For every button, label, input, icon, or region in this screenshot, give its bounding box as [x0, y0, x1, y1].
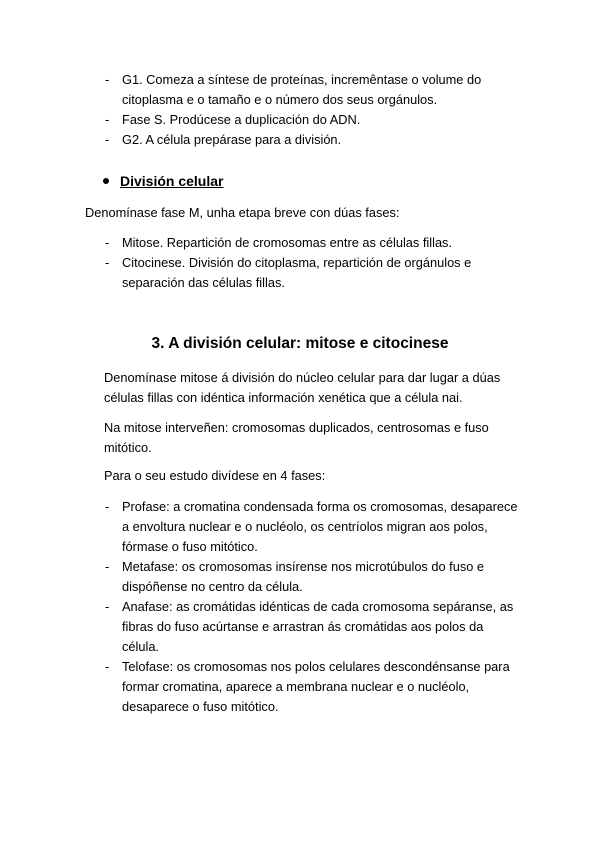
list-item	[105, 253, 492, 293]
list-item-text: G2. A célula prepárase para a división.	[122, 132, 342, 147]
list-item	[105, 130, 522, 150]
dash-bullet: -	[105, 255, 110, 270]
list-item	[105, 657, 522, 717]
bullet-dot-icon	[103, 178, 109, 184]
list-item-text: Profase: a cromatina condensada forma os cromosomas, desaparece a envoltura nuclear e o nucléolo, os centríolos migran aos polos, fórmase o fuso mitótico.	[122, 499, 518, 554]
dash-bullet: -	[105, 112, 110, 127]
division-list	[105, 233, 492, 293]
dash-bullet: -	[105, 72, 110, 87]
division-intro: Denomínase fase M, unha etapa breve con dúas fases:	[85, 205, 400, 220]
dash-bullet: -	[105, 499, 110, 514]
division-heading	[103, 171, 223, 191]
list-item	[105, 597, 522, 657]
list-item	[105, 110, 522, 130]
division-heading-text: División celular	[120, 173, 224, 189]
mitosis-components: Na mitose interveñen: cromosomas duplicados, centrosomas e fuso mitótico.	[104, 420, 489, 455]
list-item-text: Citocinese. División do citoplasma, repartición de orgánulos e separación das células fillas.	[122, 255, 472, 290]
mitosis-phases-list	[105, 497, 522, 717]
list-item-text: Anafase: as cromátidas idénticas de cada cromosoma sepáranse, as fibras do fuso acúrtanse e arrastran ás cromátidas aos polos da célula.	[122, 599, 514, 654]
list-item	[105, 557, 522, 597]
section-title: 3. A división celular: mitose e citocinese	[151, 335, 449, 352]
list-item	[105, 497, 522, 557]
list-item	[105, 233, 492, 253]
mitosis-definition: Denomínase mitose á división do núcleo celular para dar lugar a dúas células fillas con idéntica información xenética que a célula nai.	[104, 370, 501, 405]
list-item-text: Telofase: os cromosomas nos polos celulares descondénsanse para formar cromatina, aparece a membrana nuclear e o nucléolo, desaparece o fuso mitótico.	[122, 659, 510, 714]
list-item-text: Metafase: os cromosomas insírense nos microtúbulos do fuso e dispóñense no centro da célula.	[122, 559, 485, 594]
list-item	[105, 70, 522, 110]
dash-bullet: -	[105, 132, 110, 147]
list-item-text: G1. Comeza a síntese de proteínas, incremêntase o volume do citoplasma e o tamaño e o número dos seus orgánulos.	[122, 72, 482, 107]
dash-bullet: -	[105, 599, 110, 614]
list-item-text: Fase S. Prodúcese a duplicación do ADN.	[122, 112, 361, 127]
dash-bullet: -	[105, 235, 110, 250]
list-item-text: Mitose. Repartición de cromosomas entre as células fillas.	[122, 235, 453, 250]
dash-bullet: -	[105, 559, 110, 574]
dash-bullet: -	[105, 659, 110, 674]
cell-cycle-list	[105, 70, 522, 150]
phases-intro: Para o seu estudo divídese en 4 fases:	[104, 468, 326, 483]
